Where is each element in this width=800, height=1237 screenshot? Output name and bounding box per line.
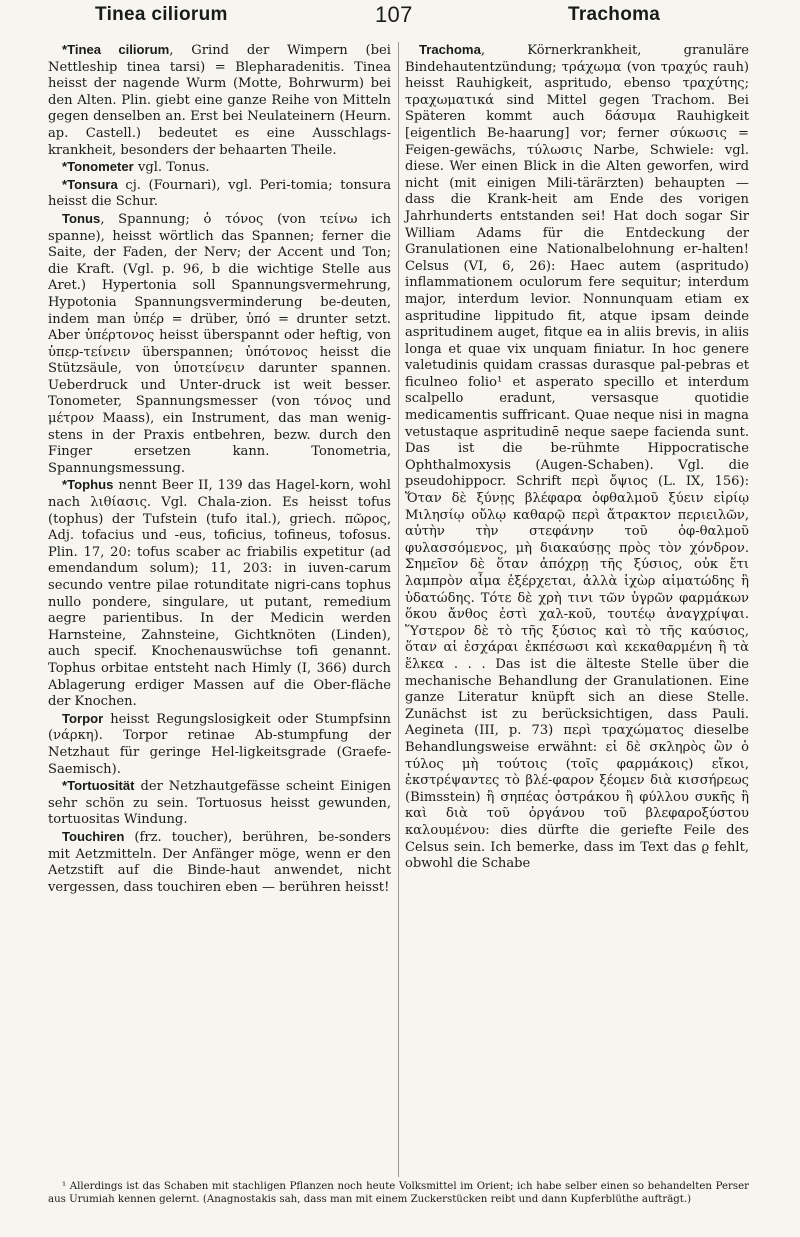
lemma: Touchiren: [62, 828, 125, 844]
entry-tinea-ciliorum: [48, 42, 391, 159]
right-column: [405, 42, 749, 873]
entry-tophus: [48, 477, 391, 710]
entry-tonsura: [48, 177, 391, 211]
footnote-text: ¹ Allerdings ist das Schaben mit stachligen Pflanzen noch heute Volksmittel im Orient; ich habe selber einen so behandelten Perser aus Urumiah kennen gelernt. (Anagnostakis sah, dass man mit einem Zuckerstücken reibt und dann Kupferblüthe aufträgt.): [48, 1181, 749, 1205]
entry-text: , Spannung; ὁ τόνος (von τείνω ich spanne), heisst wörtlich das Spannen; ferner die Saite, der Faden, der Nerv; der Accent und Ton; die Kraft. (Vgl. p. 96, b die wichtige Stelle aus Aret.) Hypertonia soll Spannungsvermehrung, Hypotonia Spannungsverminderung be-deuten, indem man ὑπέρ = drüber, ὑπό = drunter setzt. Aber ὑπέρτονος heisst überspannt oder heftig, von ὑπερ-τείνειν überspannen; ὑπότονος heisst die Stützsäule, von ὑποτείνειν darunter spannen. Ueberdruck und Unter-druck ist weit besser. Tonometer, Spannungsmesser (von τόνος und μέτρον Maass), ein Instrument, das man wenig-stens in der Praxis entbehren, bezw. durch den Finger ersetzen kann. Tonometria, Spannungsmessung.: [48, 211, 391, 476]
lemma: Trachoma: [419, 42, 481, 57]
entry-torpor: [48, 711, 391, 778]
entry-text: , Körnerkrankheit, granuläre Bindehautentzündung; τράχωμα (von τραχύς rauh) heisst Rauhigkeit, aspritudo, ebenso τραχύτης; τραχωματικά sind Mittel gegen Trachom. Bei Späteren kommt auch δάσυμα Rauhigkeit [eigentlich Be-haarung] vor; ferner σύκωσις = Feigen-gewächs, τύλωσις Narbe, Schwiele: vgl. diese. Wer einen Blick in die Alten geworfen, wird nicht (mit einigen Mili-tärärzten) behaupten — dass die Krank-heit am Ende des vorigen Jahrhunderts entstanden sei! Hat doch sogar Sir William Adams für die Entdeckung der Granulationen eine Nationalbelohnung er-halten! Celsus (VI, 6, 26): Haec autem (aspritudo) inflammationem oculorum fere sequitur; interdum major, interdum levior. Nonnunquam etiam ex aspritudine lippitudo fit, atque ipsam deinde aspritudinem auget, fitque ea in aliis brevis, in aliis longa et quae vix unquam finiatur. In hoc genere valetudinis quidam crassas durasque pal-pebras et ficulneo folio¹ et asperato specillo et interdum scalpello eradunt, versasque quotidie medicamentis suffricant. Quae neque nisi in magna vetustaque aspritudinē neque saepe facienda sunt. Das ist die be-rühmte Hippocratische Ophthalmoxysis (Augen-Schaben). Vgl. die pseudohippocr. Schrift περὶ ὄψιος (L. IX, 156): Ὅταν δὲ ξύνῃς βλέφαρα ὀφθαλμοῦ ξύειν εἰρίῳ Μιλησίῳ οὔλῳ καθαρῷ περὶ ἄτρακτον περιειλῶν, αὐτὴν τὴν στεφάνην τοῦ ὀφ-θαλμοῦ φυλασσόμενος, μὴ διακαύσῃς πρὸς τὸν χόνδρον. Σημεῖον δὲ ὅταν ἀπόχρῃ τῆς ξύσιος, οὐκ ἔτι λαμπρὸν αἷμα ἐξέρχεται, ἀλλὰ ἰχὼρ αἱματώδης ἢ ὑδατώδης. Τότε δὲ χρὴ τινι τῶν ὑγρῶν φαρμάκων ὅκου ἄνθος ἐστὶ χαλ-κοῦ, τουτέῳ ἀναγχρίψαι. Ὕστερον δὲ τὸ τῆς ξύσιος καὶ τὸ τῆς καύσιος, ὅταν αἱ ἐσχάραι ἐκπέσωσι καὶ κεκαθαρμένη ἢ τὰ ἕλκεα . . . Das ist die älteste Stelle über die mechanische Behandlung der Granulationen. Eine ganze Literatur knüpft sich an diese Stelle. Zunächst ist zu berücksichtigen, dass Pauli. Aegineta (III, p. 73) περὶ τραχώματος dieselbe Behandlungsweise erwähnt: εἰ δὲ σκληρὸς ὢν ὁ τύλος μὴ τούτοις (τοῖς φαρμάκοις) εἴκοι, ἐκστρέψαντες τὸ βλέ-φαρον ξέομεν διὰ κισσήρεως (Bimsstein) ἢ σηπέας ὀστράκου ἢ φύλλου συκῆς ἢ καὶ διὰ τοῦ ὀργάνου τοῦ βλεφαροξύστου καλουμένου: dies dürfte die geriefte Feile des Celsus sein. Ich bemerke, dass im Text das ϱ fehlt, obwohl die Schabe: [405, 43, 749, 872]
left-column: [48, 42, 391, 896]
page-number: 107: [375, 2, 413, 27]
entry-touchiren: [48, 829, 391, 896]
lemma: Torpor: [62, 710, 104, 726]
lemma: *Tortuosität: [62, 778, 135, 794]
lemma: *Tonsura: [62, 176, 118, 192]
entry-trachoma: [405, 42, 749, 873]
entry-text: der Netzhautgefässe scheint Einigen sehr schön zu sein. Tortuosus heisst gewunden, tortuositas Windung.: [48, 779, 391, 828]
running-header: [0, 2, 800, 38]
lemma: *Tinea ciliorum: [62, 42, 170, 57]
entry-text: nennt Beer II, 139 das Hagel-korn, wohl nach λιθίασις. Vgl. Chala-zion. Es heisst tofus (tophus) der Tufstein (tufo ital.), griech. πῶρος, Adj. tofacius und -eus, toficius, tofineus, tofosus. Plin. 17, 20: tofus scaber ac friabilis expetitur (ad emendandum solum); 11, 203: in iuven-carum secundo ventre pilae rotunditate nigri-cans tophus nullo pondere, singulare, ut putant, remedium aegre parientibus. In der Medicin werden Harnsteine, Zahnsteine, Gichtknöten (Linden), auch specif. Knochenauswüchse tofi genannt. Tophus orbitae entsteht nach Himly (I, 366) durch Ablagerung erdiger Massen auf die Ober-fläche der Knochen.: [48, 478, 391, 710]
header-right-entry: Trachoma: [568, 4, 661, 25]
footnote: [48, 1181, 749, 1206]
lemma: *Tophus: [62, 477, 114, 493]
entry-text: (frz. toucher), berühren, be-sonders mit Aetzmitteln. Der Anfänger möge, wenn er den Aetzstift auf die Binde-haut anwendet, nicht vergessen, dass touchiren eben — berühren heisst!: [48, 829, 391, 895]
header-left-entry: Tinea ciliorum: [95, 4, 228, 25]
lemma: *Tonometer: [62, 159, 134, 175]
entry-text: heisst Regungslosigkeit oder Stumpfsinn (νάρκη). Torpor retinae Ab-stumpfung der Netzhaut für geringe Hel-ligkeitsgrade (Graefe-Saemisch).: [48, 711, 391, 777]
entry-tonus: [48, 211, 391, 478]
entry-text: cj. (Fournari), vgl. Peri-tomia; tonsura heisst die Schur.: [48, 177, 391, 210]
entry-tortuositaet: [48, 778, 391, 829]
lemma: Tonus: [62, 210, 101, 226]
entry-tonometer: [48, 159, 391, 177]
entry-text: vgl. Tonus.: [133, 160, 210, 176]
entry-text: , Grind der Wimpern (bei Nettleship tinea tarsi) = Blepharadenitis. Tinea heisst der nagende Wurm (Motte, Bohrwurm) bei den Alten. Plin. giebt eine ganze Reihe von Mitteln gegen denselben an. Erst bei Neulateinern (Heurn. ap. Castell.) bedeutet es eine Ausschlags-krankheit, besonders der behaarten Theile.: [48, 43, 391, 158]
column-divider: [398, 42, 399, 1177]
